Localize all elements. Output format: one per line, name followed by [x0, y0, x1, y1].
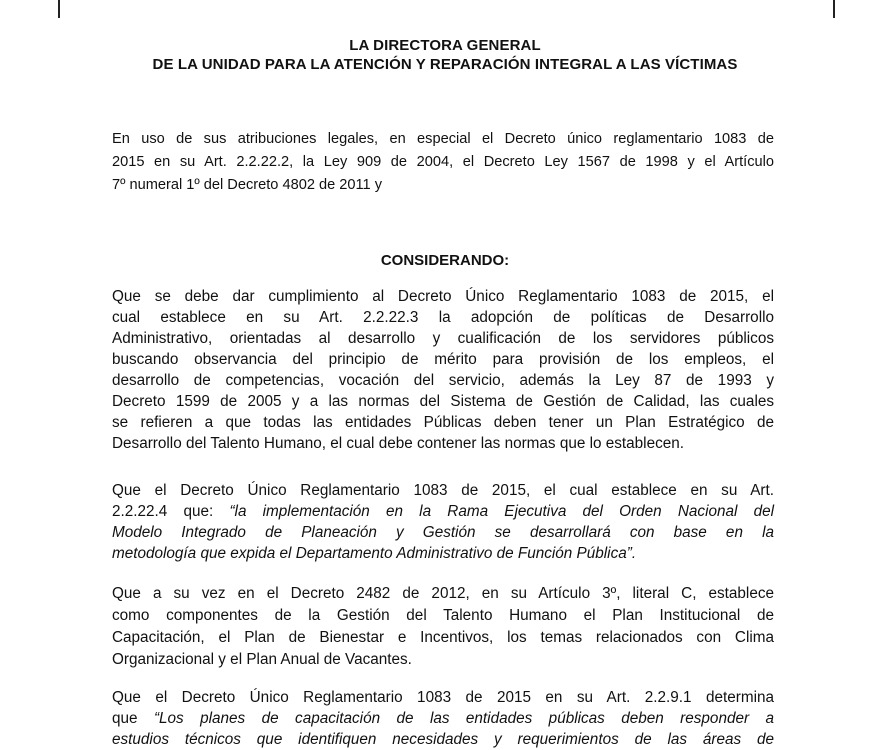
page-border-left	[58, 0, 60, 18]
quote-text: estudios técnicos que identifiquen necesidades y requerimientos de las áreas de	[112, 731, 774, 748]
paragraph-line: Que se debe dar cumplimiento al Decreto Único Reglamentario 1083 de 2015, el	[112, 288, 774, 305]
quote-text: “Los planes de capacitación de las entidades públicas deben responder a	[153, 710, 774, 727]
considerando-title: CONSIDERANDO:	[380, 252, 510, 269]
heading-title: LA DIRECTORA GENERAL	[349, 37, 541, 54]
quote-text: “la implementación en la Rama Ejecutiva del Orden Nacional del	[229, 503, 774, 520]
paragraph-line: Administrativo, orientadas al desarrollo y cualificación de los servidores públicos	[112, 330, 774, 347]
paragraph-line	[112, 502, 774, 522]
paragraph-line: Que a su vez en el Decreto 2482 de 2012, en su Artículo 3º, literal C, establece	[112, 585, 774, 602]
paragraph-line	[112, 709, 774, 729]
paragraph-line: Organizacional y el Plan Anual de Vacantes.	[112, 651, 412, 668]
quote-text: Modelo Integrado de Planeación y Gestión se desarrollará con base en la	[112, 524, 774, 541]
paragraph-line: Desarrollo del Talento Humano, el cual debe contener las normas que lo establecen.	[112, 435, 684, 452]
paragraph-line: Que el Decreto Único Reglamentario 1083 de 2015, el cual establece en su Art.	[112, 482, 774, 499]
paragraph-line	[112, 544, 774, 564]
intro-line: 2015 en su Art. 2.2.22.2, la Ley 909 de 2004, el Decreto Ley 1567 de 1998 y el Artículo	[112, 154, 774, 170]
paragraph-line: se refieren a que todas las entidades Públicas deben tener un Plan Estratégico de	[112, 414, 774, 431]
paragraph-line: Capacitación, el Plan de Bienestar e Incentivos, los temas relacionados con Clima	[112, 629, 774, 646]
paragraph-line: desarrollo de competencias, vocación del servicio, además la Ley 87 de 1993 y	[112, 372, 774, 389]
paragraph-text: que	[112, 710, 154, 727]
paragraph-text: 2.2.22.4 que:	[112, 503, 230, 520]
page-border-right	[833, 0, 835, 18]
paragraph-line	[112, 730, 774, 750]
intro-line: 7º numeral 1º del Decreto 4802 de 2011 y	[112, 177, 383, 193]
paragraph-line: Que el Decreto Único Reglamentario 1083 de 2015 en su Art. 2.2.9.1 determina	[112, 689, 774, 706]
paragraph-line	[112, 523, 774, 543]
heading-subtitle: DE LA UNIDAD PARA LA ATENCIÓN Y REPARACIÓN INTEGRAL A LAS VÍCTIMAS	[152, 56, 738, 73]
paragraph-line: cual establece en su Art. 2.2.22.3 la adopción de políticas de Desarrollo	[112, 309, 774, 326]
paragraph-line: buscando observancia del principio de mérito para provisión de los empleos, el	[112, 351, 774, 368]
paragraph-line: como componentes de la Gestión del Talento Humano el Plan Institucional de	[112, 607, 774, 624]
intro-line: En uso de sus atribuciones legales, en especial el Decreto único reglamentario 1083 de	[112, 131, 774, 147]
paragraph-line: Decreto 1599 de 2005 y a las normas del Sistema de Gestión de Calidad, las cuales	[112, 393, 774, 410]
quote-text: metodología que expida el Departamento Administrativo de Función Pública”.	[112, 545, 637, 562]
